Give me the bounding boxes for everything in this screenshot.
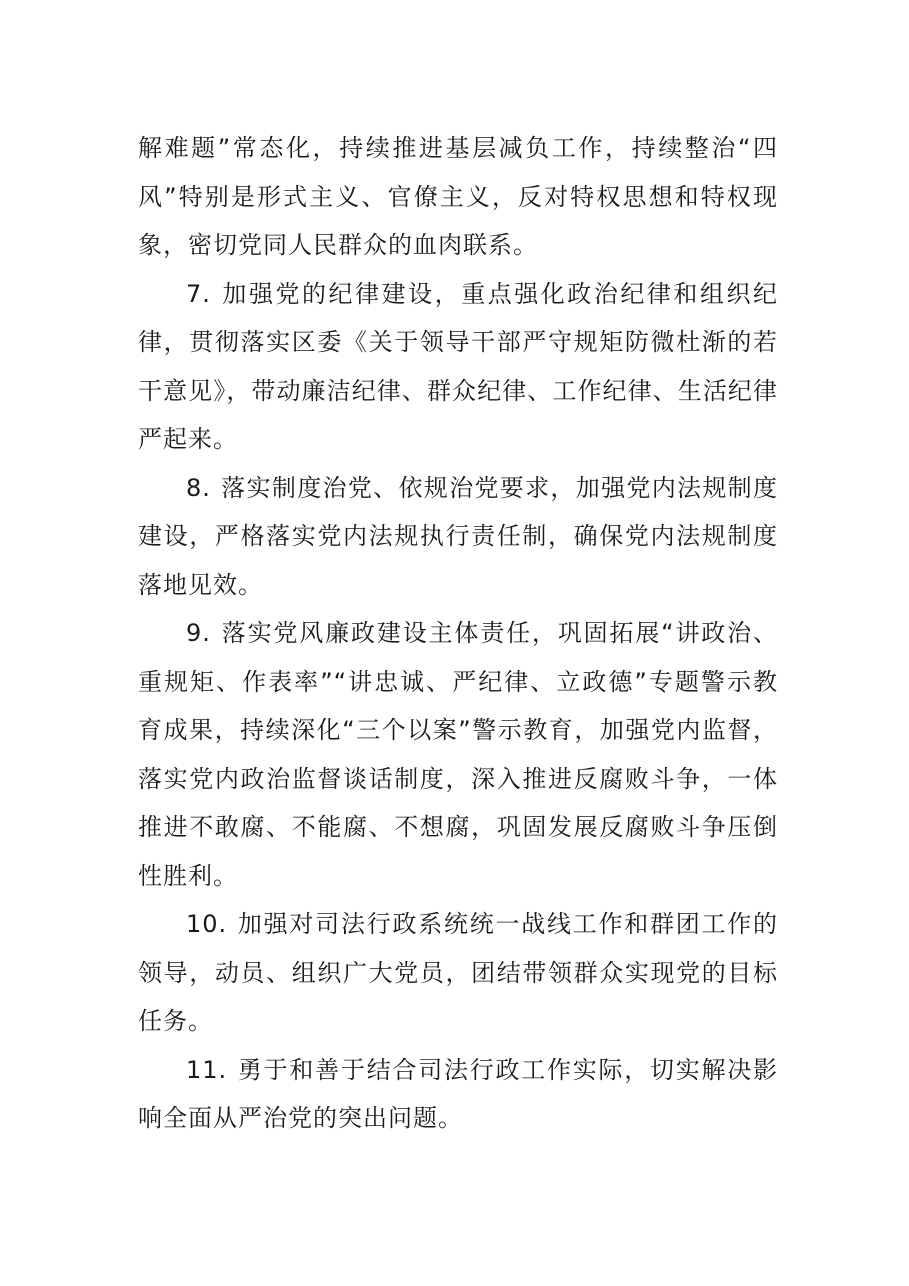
paragraph-item-11 [138, 1046, 778, 1143]
item-number: 8. [186, 473, 211, 502]
paragraph-text: 勇于和善于结合司法行政工作实际，切实解决影响全面从严治党的突出问题。 [138, 1055, 778, 1132]
paragraph-text: 加强党的纪律建设，重点强化政治纪律和组织纪律，贯彻落实区委《关于领导干部严守规矩防微杜渐的若干意见》，带动廉洁纪律、群众纪律、工作纪律、生活纪律严起来。 [138, 279, 778, 453]
paragraph-item-8 [138, 464, 778, 610]
item-number: 9. [186, 619, 211, 647]
item-number: 10. [186, 910, 228, 938]
paragraph-item-7 [138, 270, 778, 464]
paragraph-text: 加强对司法行政系统统一战线工作和群团工作的领导，动员、组织广大党员，团结带领群众实现党的目标任务。 [138, 910, 778, 1035]
paragraph-text: 落实制度治党、依规治党要求，加强党内法规制度建设，严格落实党内法规执行责任制，确保党内法规制度落地见效。 [138, 473, 778, 599]
paragraph-continued [138, 124, 778, 270]
document-body [138, 124, 778, 1143]
item-number: 7. [186, 279, 211, 308]
paragraph-item-10 [138, 900, 778, 1046]
item-number: 11. [186, 1055, 228, 1084]
paragraph-text: 解难题”常态化，持续推进基层减负工作，持续整治“四风”特别是形式主义、官僚主义，反对特权思想和特权现象，密切党同人民群众的血肉联系。 [138, 134, 778, 259]
paragraph-text: 落实党风廉政建设主体责任，巩固拓展“讲政治、重规矩、作表率”“讲忠诚、严纪律、立政德”专题警示教育成果，持续深化“三个以案”警示教育，加强党内监督，落实党内政治监督谈话制度，深入推进反腐败斗争，一体推进不敢腐、不能腐、不想腐，巩固发展反腐败斗争压倒性胜利。 [138, 619, 778, 890]
paragraph-item-9 [138, 609, 778, 900]
